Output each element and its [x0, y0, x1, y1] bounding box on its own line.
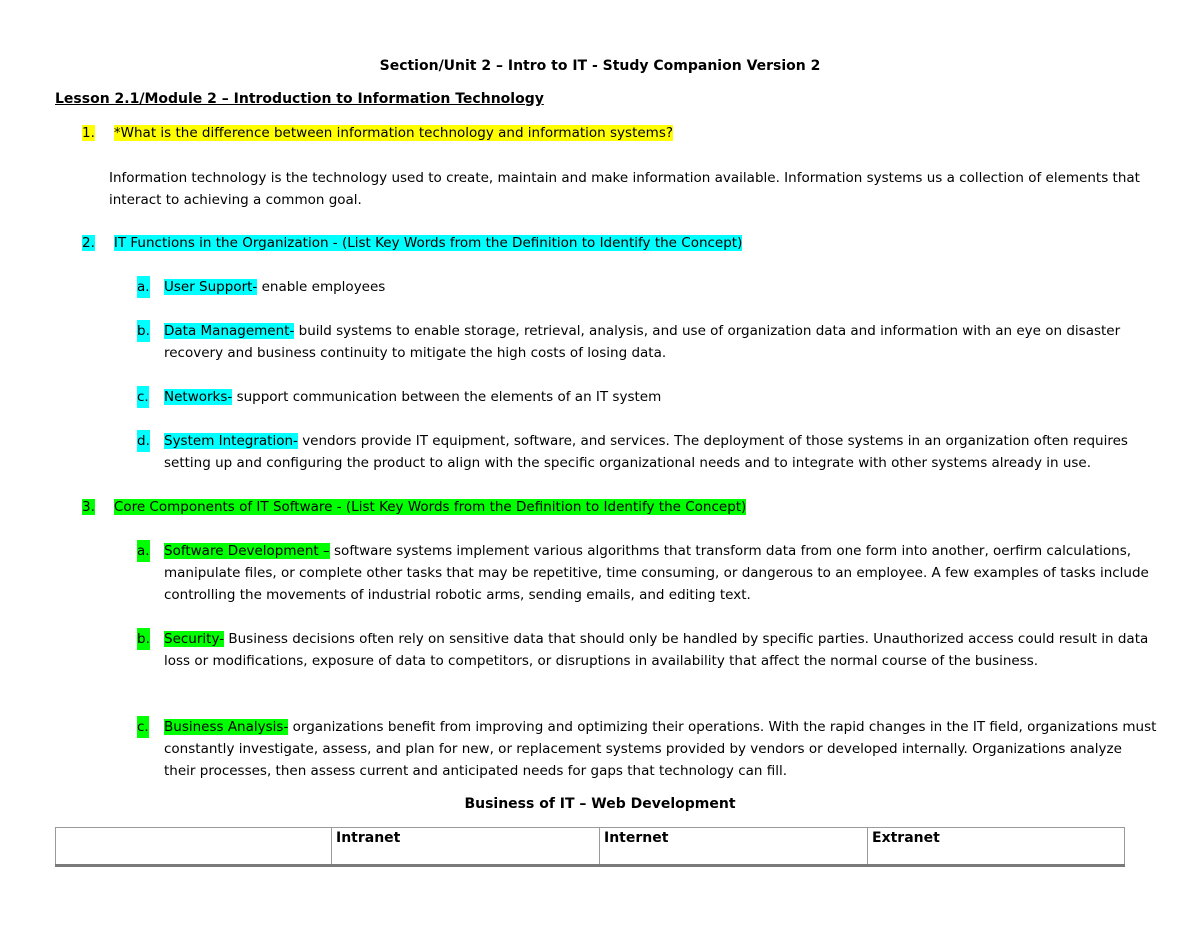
item-text: organizations benefit from improving and optimizing their operations. With the rapid changes in the IT field, organizations must constantly investigate, assess, and plan for new, or replacement systems provided by vendors or developed internally. Organizations analyze their processes, then assess current and anticipated needs for gaps that technology can fill.	[164, 719, 1157, 779]
it-function-item	[137, 430, 1157, 474]
question-3	[82, 496, 746, 518]
it-function-item	[137, 386, 1157, 408]
software-component-item	[137, 540, 1157, 606]
item-letter: d.	[137, 430, 150, 452]
question-2-heading: IT Functions in the Organization - (List Key Words from the Definition to Identify the Concept)	[113, 235, 743, 251]
question-2-number: 2.	[82, 235, 95, 251]
item-text: software systems implement various algorithms that transform data from one form into another, oerfirm calculations, manipulate files, or complete other tasks that may be repetitive, time consuming, or dangerous to an employee. A few examples of tasks include controlling the movements of industrial robotic arms, sending emails, and editing text.	[164, 543, 1149, 603]
item-text: vendors provide IT equipment, software, and services. The deployment of those systems in an organization often requires setting up and configuring the product to align with the specific organizational needs and to integrate with other systems already in use.	[164, 433, 1128, 471]
item-letter: c.	[137, 386, 149, 408]
question-3-number: 3.	[82, 499, 95, 515]
question-1	[82, 122, 673, 144]
software-component-item	[137, 628, 1157, 672]
item-term: Business Analysis-	[164, 719, 289, 735]
page-title: Section/Unit 2 – Intro to IT - Study Companion Version 2	[379, 58, 821, 74]
item-term: Security-	[164, 631, 225, 647]
item-text: support communication between the elements of an IT system	[232, 389, 662, 405]
item-term: Networks-	[164, 389, 233, 405]
question-1-answer: Information technology is the technology used to create, maintain and make information available. Information systems us a collection of elements that interact to achieving a common goal.	[109, 170, 1140, 208]
item-letter: b.	[137, 628, 150, 650]
web-development-table	[55, 827, 1125, 867]
table-title: Business of IT – Web Development	[464, 796, 736, 812]
software-component-item	[137, 716, 1157, 782]
lesson-heading: Lesson 2.1/Module 2 – Introduction to Information Technology	[55, 91, 544, 107]
it-function-item	[137, 320, 1157, 364]
question-1-text: *What is the difference between information technology and information systems?	[113, 125, 674, 141]
table-header-row	[56, 828, 1125, 866]
table-header-cell: Extranet	[868, 828, 1125, 866]
question-2	[82, 232, 742, 254]
table-header-cell: Internet	[600, 828, 868, 866]
table-header-cell	[56, 828, 332, 866]
question-3-heading: Core Components of IT Software - (List Key Words from the Definition to Identify the Concept)	[113, 499, 747, 515]
it-function-item	[137, 276, 1157, 298]
item-letter: a.	[137, 540, 150, 562]
question-1-number: 1.	[82, 125, 95, 141]
item-term: User Support-	[164, 279, 258, 295]
item-letter: c.	[137, 716, 149, 738]
table-header-cell: Intranet	[332, 828, 600, 866]
item-letter: b.	[137, 320, 150, 342]
item-text: build systems to enable storage, retrieval, analysis, and use of organization data and information with an eye on disaster recovery and business continuity to mitigate the high costs of losing data.	[164, 323, 1121, 361]
item-text: Business decisions often rely on sensitive data that should only be handled by specific parties. Unauthorized access could result in data loss or modifications, exposure of data to competitors, or disruptions in availability that affect the normal course of the business.	[164, 631, 1149, 669]
item-term: Software Development –	[164, 543, 330, 559]
item-letter: a.	[137, 276, 150, 298]
item-term: System Integration-	[164, 433, 298, 449]
item-term: Data Management-	[164, 323, 295, 339]
item-text: enable employees	[257, 279, 386, 295]
